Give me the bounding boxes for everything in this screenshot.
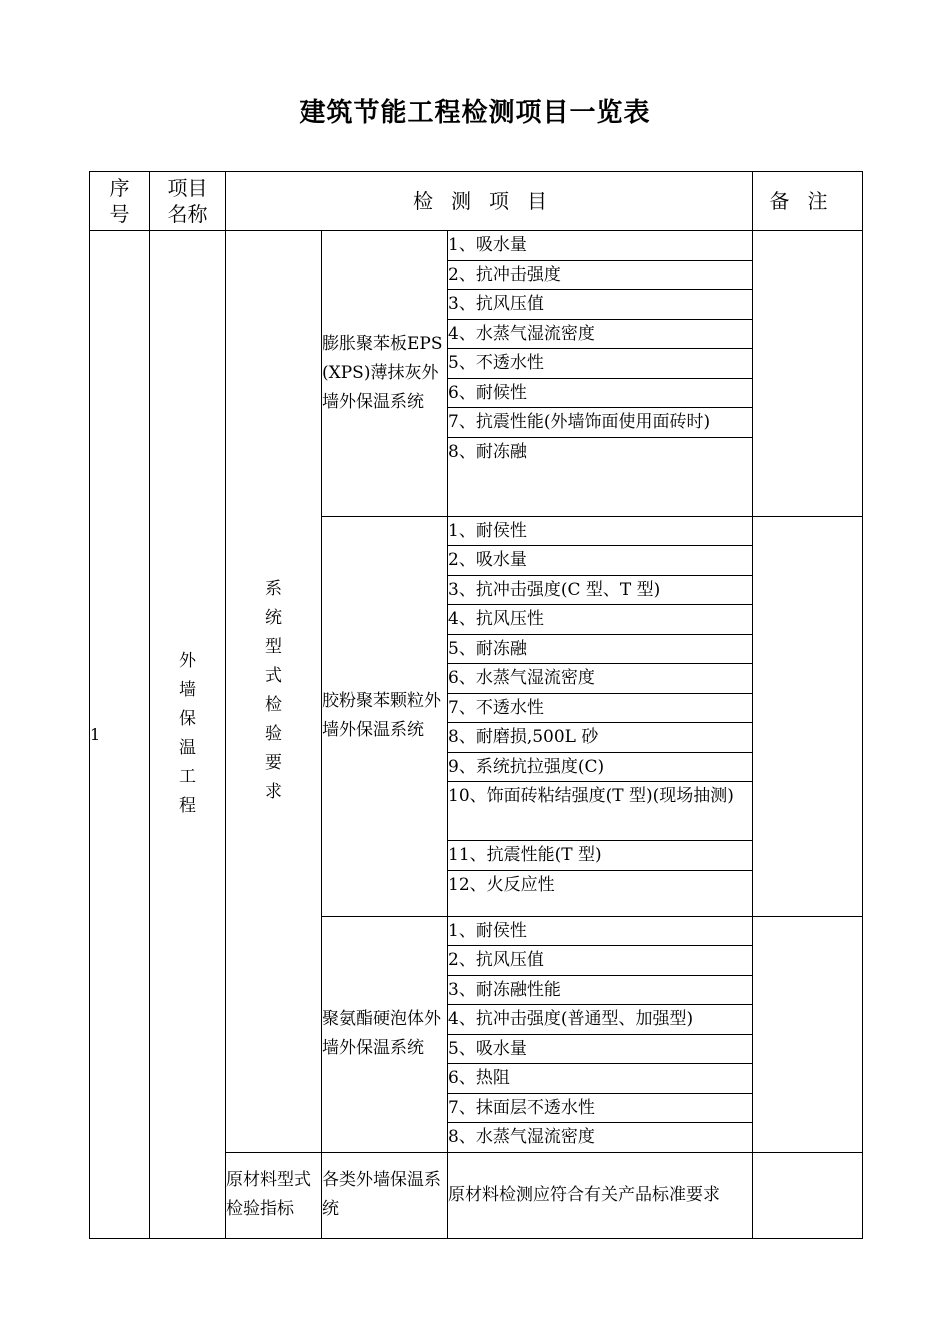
test-item: 3、耐冻融性能	[448, 975, 753, 1005]
raw-material-label: 原材料型式检验指标	[226, 1152, 322, 1238]
test-item: 8、耐磨损,500L 砂	[448, 723, 753, 753]
inspection-table	[89, 171, 863, 1239]
test-item: 1、吸水量	[448, 231, 753, 261]
test-item: 12、火反应性	[448, 870, 753, 916]
test-item: 4、抗风压性	[448, 605, 753, 635]
test-item: 5、不透水性	[448, 349, 753, 379]
row-project-name: 外墙保温工程	[150, 231, 226, 1239]
test-item: 2、抗风压值	[448, 946, 753, 976]
test-item: 10、饰面砖粘结强度(T 型)(现场抽测)	[448, 782, 753, 841]
table-row	[90, 231, 863, 261]
system-name: 聚氨酯硬泡体外墙外保温系统	[322, 916, 448, 1152]
page-title: 建筑节能工程检测项目一览表	[299, 98, 651, 128]
header-note: 备注	[753, 172, 863, 231]
test-item: 6、水蒸气湿流密度	[448, 664, 753, 694]
header-items: 检测项目	[226, 172, 753, 231]
test-item: 1、耐侯性	[448, 916, 753, 946]
test-item: 5、耐冻融	[448, 634, 753, 664]
raw-material-item: 原材料检测应符合有关产品标准要求	[448, 1152, 753, 1238]
test-item: 8、耐冻融	[448, 437, 753, 516]
test-item: 2、抗冲击强度	[448, 260, 753, 290]
system-note	[753, 516, 863, 916]
test-item: 6、耐候性	[448, 378, 753, 408]
system-name: 胶粉聚苯颗粒外墙外保温系统	[322, 516, 448, 916]
test-item: 3、抗冲击强度(C 型、T 型)	[448, 575, 753, 605]
test-item: 1、耐侯性	[448, 516, 753, 546]
system-note	[753, 916, 863, 1152]
test-item: 4、水蒸气湿流密度	[448, 319, 753, 349]
system-name: 膨胀聚苯板EPS(XPS)薄抹灰外墙外保温系统	[322, 231, 448, 517]
system-type-label: 系统型式检验要求	[226, 231, 322, 1153]
test-item: 7、抗震性能(外墙饰面使用面砖时)	[448, 408, 753, 438]
test-item: 11、抗震性能(T 型)	[448, 841, 753, 871]
test-item: 7、抹面层不透水性	[448, 1093, 753, 1123]
system-note	[753, 231, 863, 517]
test-item: 4、抗冲击强度(普通型、加强型)	[448, 1005, 753, 1035]
table-header-row	[90, 172, 863, 231]
test-item: 2、吸水量	[448, 546, 753, 576]
header-seq: 序号	[90, 172, 150, 231]
test-item: 9、系统抗拉强度(C)	[448, 752, 753, 782]
raw-material-note	[753, 1152, 863, 1238]
test-item: 3、抗风压值	[448, 290, 753, 320]
test-item: 8、水蒸气湿流密度	[448, 1123, 753, 1153]
row-seq: 1	[90, 231, 150, 1239]
header-name: 项目名称	[150, 172, 226, 231]
test-item: 5、吸水量	[448, 1034, 753, 1064]
test-item: 7、不透水性	[448, 693, 753, 723]
raw-material-system: 各类外墙保温系统	[322, 1152, 448, 1238]
test-item: 6、热阻	[448, 1064, 753, 1094]
